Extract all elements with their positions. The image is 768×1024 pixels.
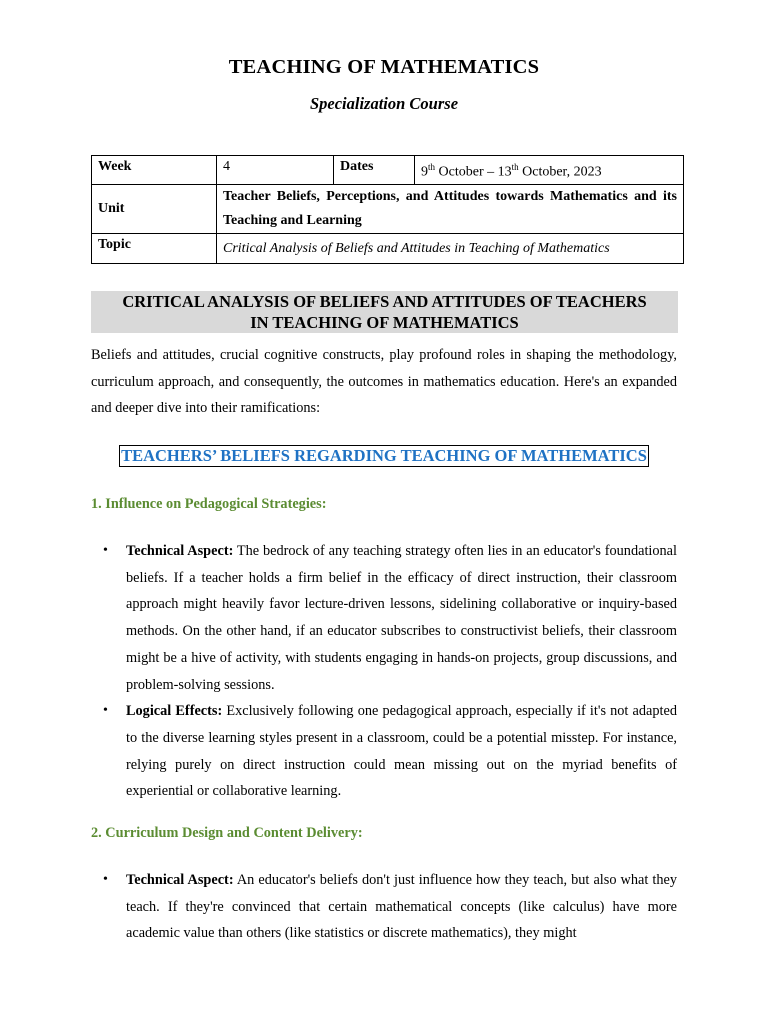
topic-value: Critical Analysis of Beliefs and Attitudes in Teaching of Mathematics bbox=[217, 234, 684, 264]
boxed-heading: TEACHERS’ BELIEFS REGARDING TEACHING OF MATHEMATICS bbox=[121, 446, 647, 465]
bullet-label: Logical Effects: bbox=[126, 703, 223, 720]
bullet-icon: • bbox=[103, 703, 108, 719]
boxed-heading-wrap bbox=[0, 445, 768, 467]
section-heading bbox=[91, 291, 678, 333]
bullet-list-1 bbox=[91, 538, 677, 805]
bullet-list-2 bbox=[91, 867, 677, 947]
week-value: 4 bbox=[217, 156, 334, 185]
bullet-icon: • bbox=[103, 872, 108, 887]
section-heading-line2: IN TEACHING OF MATHEMATICS bbox=[250, 313, 519, 332]
dates-value bbox=[415, 156, 684, 185]
bullet-icon: • bbox=[103, 543, 108, 558]
bullet-text: An educator's beliefs don't just influence how they teach, but also what they teach. If they're convinced that certain mathematical concepts (like calculus) have more academic value than others (like statistics or discrete mathematics), they might bbox=[126, 872, 677, 942]
list-item bbox=[91, 698, 677, 805]
unit-value: Teacher Beliefs, Perceptions, and Attitudes towards Mathematics and its Teaching and Learning bbox=[217, 185, 684, 234]
unit-label: Unit bbox=[92, 185, 217, 234]
intro-paragraph: Beliefs and attitudes, crucial cognitive constructs, play profound roles in shaping the methodology, curriculum approach, and consequently, the outcomes in mathematics education. Here's an expanded and deeper dive into their ramifications: bbox=[91, 347, 677, 417]
section-heading-line1: CRITICAL ANALYSIS OF BELIEFS AND ATTITUDES OF TEACHERS bbox=[122, 292, 647, 311]
dates-label: Dates bbox=[334, 156, 415, 185]
dates-end-rest: October, 2023 bbox=[518, 164, 602, 180]
bullet-text: Exclusively following one pedagogical approach, especially if it's not adapted to the diverse learning styles present in a classroom, could be a potential misstep. For instance, relying purely on direct instruction could mean missing out on the myriad benefits of experiential or collaborative learning. bbox=[126, 703, 677, 800]
document-title: TEACHING OF MATHEMATICS bbox=[228, 56, 540, 78]
list-item bbox=[91, 538, 677, 698]
week-label: Week bbox=[92, 156, 217, 185]
table-row bbox=[92, 234, 684, 264]
dates-end-suffix: th bbox=[511, 162, 519, 172]
course-info-table bbox=[91, 155, 684, 264]
table-row bbox=[92, 156, 684, 185]
dates-start-rest: October – 13 bbox=[435, 164, 512, 180]
dates-start-suffix: th bbox=[428, 162, 436, 172]
table-row bbox=[92, 185, 684, 234]
list-item bbox=[91, 867, 677, 947]
document-subtitle: Specialization Course bbox=[309, 94, 459, 113]
subsection-heading-1: 1. Influence on Pedagogical Strategies: bbox=[91, 496, 327, 512]
subsection-heading-2: 2. Curriculum Design and Content Delivery: bbox=[91, 825, 363, 841]
bullet-label: Technical Aspect: bbox=[126, 872, 234, 888]
bullet-text: The bedrock of any teaching strategy often lies in an educator's foundational beliefs. If a teacher holds a firm belief in the efficacy of direct instruction, their classroom approach might heavily favor lecture-driven lessons, sidelining collaborative or inquiry-based methods. On the other hand, if an educator subscribes to constructivist beliefs, their classroom might be a hive of activity, with students engaging in hands-on projects, group discussions, and problem-solving sessions. bbox=[126, 543, 678, 693]
topic-label: Topic bbox=[92, 234, 217, 264]
bullet-label: Technical Aspect: bbox=[126, 543, 234, 559]
dates-start-day: 9 bbox=[421, 164, 428, 180]
